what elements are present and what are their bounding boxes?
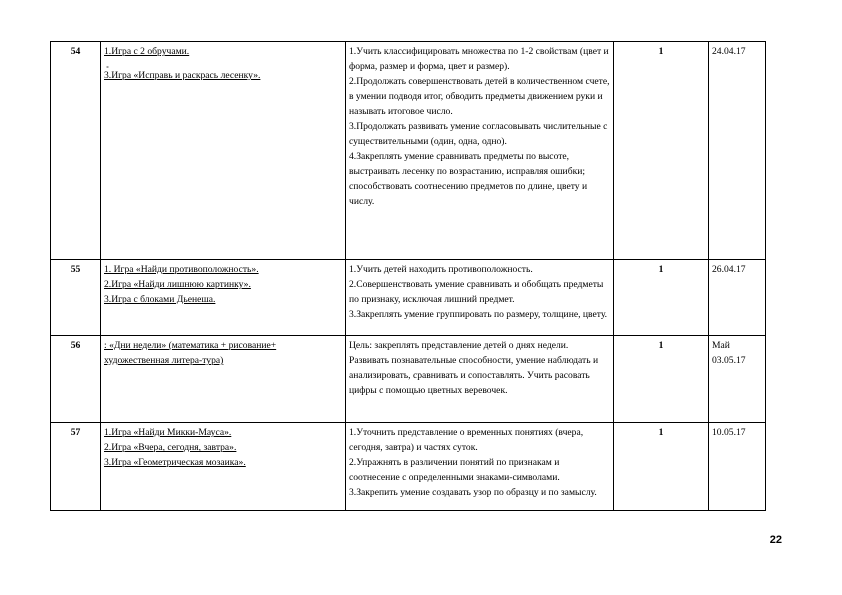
hours-count: 1 [614,42,709,260]
tasks-cell [346,423,614,511]
page-number: 22 [769,534,782,546]
task-item: 3.Продолжать развивать умение согласовывать числительные с существительными (один, одна, одно). [349,121,608,147]
task-item: 1.Учить классифицировать множества по 1-2 свойствам (цвет и форма, размер и форма, цвет и размер). [349,46,609,72]
task-item: 1.Учить детей находить противоположность. [349,264,533,275]
lesson-date: 26.04.17 [709,260,766,336]
table-row [51,260,766,336]
game-item: 2.Игра «Вчера, сегодня, завтра». [104,442,237,453]
tasks-cell [346,336,614,423]
lesson-date: 24.04.17 [709,42,766,260]
lesson-number: 55 [51,260,101,336]
task-item: 3.Закрепить умение создавать узор по образцу и по замыслу. [349,487,597,498]
game-item: 1.Игра «Найди Микки-Мауса». [104,427,232,438]
task-item: 2.Упражнять в различении понятий по признакам и соотнесение с определенными знаками-символами. [349,457,560,483]
game-item: 3.Игра «Исправь и раскрась лесенку». [104,70,261,81]
hours-count: 1 [614,423,709,511]
game-item: 2.Игра «Найди лишнюю картинку». [104,279,251,290]
game-item: 1. Игра «Найди противоположность». [104,264,259,275]
games-cell [101,42,346,260]
lesson-number: 57 [51,423,101,511]
table-row [51,42,766,260]
task-item: 1.Уточнить представление о временных понятиях (вчера, сегодня, завтра) и частях суток. [349,427,584,453]
lesson-number: 54 [51,42,101,260]
games-cell [101,423,346,511]
task-item: 2.Совершенствовать умение сравнивать и обобщать предметы по признаку, исключая лишний предмет. [349,279,604,305]
table-row [51,336,766,423]
game-item: : «Дни недели» (математика + рисование+ художественная литера-тура) [104,340,277,366]
task-item: Цель: закреплять представление детей о днях недели. Развивать познавательные способности, умение наблюдать и анализировать, сравнивать и сопоставлять. Учить расовать цифры с помощью цветных веревочек. [349,340,599,396]
tasks-cell [346,42,614,260]
lesson-date: 10.05.17 [709,423,766,511]
lesson-number: 56 [51,336,101,423]
task-item: 2.Продолжать совершенствовать детей в количественном счете, в умении подводя итог, обводить предметы движением руки и называть итоговое число. [349,76,610,117]
bullet-mark: ˳ [106,58,109,68]
hours-count: 1 [614,336,709,423]
lesson-date: Май 03.05.17 [709,336,766,423]
game-item: 3.Игра «Геометрическая мозаика». [104,457,246,468]
lesson-plan-table [50,41,766,511]
task-item: 3.Закреплять умение группировать по размеру, толщине, цвету. [349,309,608,320]
tasks-cell [346,260,614,336]
table-row [51,423,766,511]
game-item: 1.Игра с 2 обручами. [104,46,190,57]
task-item: 4.Закреплять умение сравнивать предметы по высоте, выстраивать лесенку по возрастанию, исправляя ошибки; способствовать соотнесению предметов по длине, цвету и числу. [349,151,588,207]
game-item: 3.Игра с блоками Дьенеша. [104,294,216,305]
games-cell [101,336,346,423]
hours-count: 1 [614,260,709,336]
games-cell [101,260,346,336]
